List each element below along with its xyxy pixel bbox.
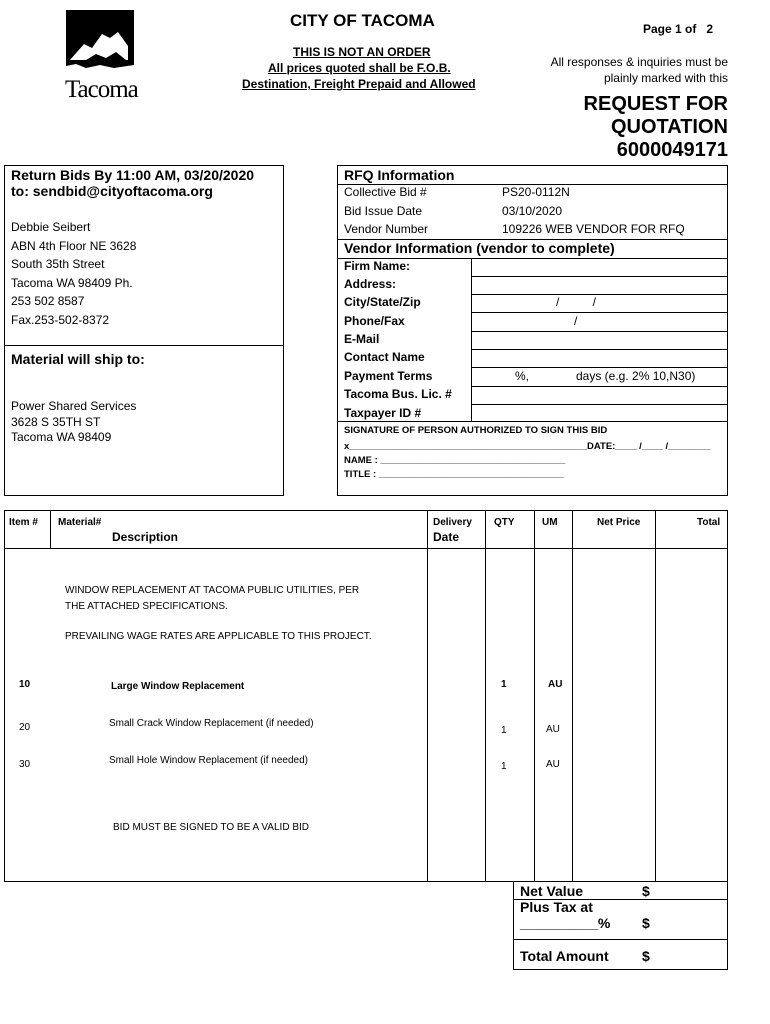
column-divider xyxy=(50,511,51,548)
input-line xyxy=(338,421,727,422)
terms-days: days (e.g. 2% 10,N30) xyxy=(576,369,696,383)
line-item-table xyxy=(4,510,728,882)
ship-to-heading: Material will ship to: xyxy=(11,351,145,367)
item-qty: 1 xyxy=(501,761,507,772)
vendor-field-city: City/State/Zip xyxy=(344,295,421,309)
contact-line: ABN 4th Floor NE 3628 xyxy=(11,238,137,253)
header-divider xyxy=(5,548,727,549)
item-qty: 1 xyxy=(501,679,507,690)
divider xyxy=(514,939,727,940)
rfq-vendor-box xyxy=(337,165,728,496)
net-value-dollar: $ xyxy=(642,883,650,899)
vendor-field-firm: Firm Name: xyxy=(344,259,411,273)
rfq-value: PS20-0112N xyxy=(502,185,570,199)
col-total: Total xyxy=(697,517,721,528)
total-amount-label: Total Amount xyxy=(520,948,609,964)
contact-line: Fax.253-502-8372 xyxy=(11,312,110,327)
page-indicator: Page 1 of 2 xyxy=(643,22,714,36)
inquiries-line-2: plainly marked with this xyxy=(603,71,728,85)
return-bids-box xyxy=(4,165,284,496)
city-logo xyxy=(65,10,138,110)
city-title: CITY OF TACOMA xyxy=(290,11,435,30)
input-line xyxy=(471,312,727,313)
rfq-label: Bid Issue Date xyxy=(344,204,423,218)
total-amount-dollar: $ xyxy=(642,948,650,964)
address-line: Power Shared Services xyxy=(11,399,137,413)
column-divider xyxy=(485,511,486,881)
col-date: Date xyxy=(433,530,460,544)
vendor-field-license: Tacoma Bus. Lic. # xyxy=(344,387,452,401)
return-bids-deadline: Return Bids By 11:00 AM, 03/20/2020 xyxy=(11,167,255,183)
item-um: AU xyxy=(546,724,560,735)
col-net-price: Net Price xyxy=(597,517,641,528)
item-um: AU xyxy=(548,679,563,690)
rfq-title xyxy=(584,93,728,162)
city-state-slashes: / / xyxy=(556,295,597,309)
inquiries-note xyxy=(551,54,728,86)
destination-notice: Destination, Freight Prepaid and Allowed xyxy=(242,77,476,91)
input-line xyxy=(471,349,727,350)
input-line xyxy=(471,367,727,368)
input-line xyxy=(471,331,727,332)
return-bids-email: to: sendbid@cityoftacoma.org xyxy=(11,183,213,199)
address-line: Tacoma WA 98409 xyxy=(11,430,112,444)
divider xyxy=(5,345,283,346)
contact-line: Debbie Seibert xyxy=(11,220,91,234)
note-line: THE ATTACHED SPECIFICATIONS. xyxy=(65,601,228,612)
item-um: AU xyxy=(546,759,560,770)
rfq-label: Vendor Number xyxy=(344,222,429,236)
rfq-title-line-1: REQUEST FOR xyxy=(583,93,728,115)
rfq-label: Collective Bid # xyxy=(344,185,427,199)
ship-to-address xyxy=(11,399,136,446)
vendor-field-terms: Payment Terms xyxy=(344,369,433,383)
col-item: Item # xyxy=(9,517,38,528)
rfq-number: 6000049171 xyxy=(616,139,728,161)
rfq-info-heading: RFQ Information xyxy=(344,167,455,183)
contact-line: 253 502 8587 xyxy=(11,294,85,308)
rfq-value: 109226 WEB VENDOR FOR RFQ xyxy=(502,222,685,236)
column-divider xyxy=(572,511,573,881)
vendor-info-heading: Vendor Information (vendor to complete) xyxy=(344,240,615,256)
buyer-contact xyxy=(11,218,136,329)
signature-heading: SIGNATURE OF PERSON AUTHORIZED TO SIGN THIS BID xyxy=(344,425,608,436)
phone-fax-slash: / xyxy=(574,314,578,328)
note-line: PREVAILING WAGE RATES ARE APPLICABLE TO THIS PROJECT. xyxy=(65,631,372,642)
tax-dollar: $ xyxy=(642,915,650,931)
vendor-field-address: Address: xyxy=(344,277,397,291)
contact-line: Tacoma WA 98409 Ph. xyxy=(11,275,133,290)
col-material: Material# xyxy=(58,517,102,528)
name-line[interactable]: NAME : ___________________________________ xyxy=(344,455,566,466)
col-um: UM xyxy=(542,517,558,528)
vendor-field-phone: Phone/Fax xyxy=(344,314,405,328)
fob-notice: All prices quoted shall be F.O.B. xyxy=(268,61,451,75)
item-qty: 1 xyxy=(501,725,507,736)
note-line: WINDOW REPLACEMENT AT TACOMA PUBLIC UTILITIES, PER xyxy=(65,585,360,596)
col-qty: QTY xyxy=(494,517,515,528)
input-line xyxy=(471,294,727,295)
input-line xyxy=(471,276,727,277)
col-description: Description xyxy=(112,530,179,544)
input-line xyxy=(471,404,727,405)
rfq-value: 03/10/2020 xyxy=(502,204,563,218)
net-value-label: Net Value xyxy=(520,883,584,899)
column-divider xyxy=(655,511,656,881)
tax-rate-blank[interactable]: __________% xyxy=(520,915,611,931)
vendor-column-divider xyxy=(471,258,472,421)
item-number: 30 xyxy=(19,759,31,770)
vendor-field-contact: Contact Name xyxy=(344,350,425,364)
vendor-field-taxpayer: Taxpayer ID # xyxy=(344,406,422,420)
column-divider xyxy=(534,511,535,881)
signature-line[interactable]: x_____________________________________________DATE:____ /____ /________ xyxy=(344,441,711,452)
totals-box xyxy=(513,881,728,970)
sign-notice: BID MUST BE SIGNED TO BE A VALID BID xyxy=(113,822,309,833)
title-line[interactable]: TITLE : ___________________________________ xyxy=(344,469,564,480)
not-order-notice: THIS IS NOT AN ORDER xyxy=(293,45,431,59)
address-line: 3628 S 35TH ST xyxy=(11,414,101,429)
logo-text: Tacoma xyxy=(65,76,138,103)
contact-line: South 35th Street xyxy=(11,257,105,271)
item-number: 20 xyxy=(19,722,31,733)
vendor-field-email: E-Mail xyxy=(344,332,380,346)
col-delivery: Delivery xyxy=(433,517,472,528)
item-description: Small Hole Window Replacement (if needed) xyxy=(109,755,308,766)
item-description: Small Crack Window Replacement (if needed) xyxy=(109,718,314,729)
plus-tax-label: Plus Tax at xyxy=(520,899,593,915)
item-description: Large Window Replacement xyxy=(111,681,245,692)
column-divider xyxy=(427,511,428,881)
terms-percent: %, xyxy=(515,369,530,383)
input-line xyxy=(471,386,727,387)
rfq-title-line-2: QUOTATION xyxy=(610,116,728,138)
inquiries-line-1: All responses & inquiries must be xyxy=(550,55,728,69)
item-number: 10 xyxy=(19,679,31,690)
